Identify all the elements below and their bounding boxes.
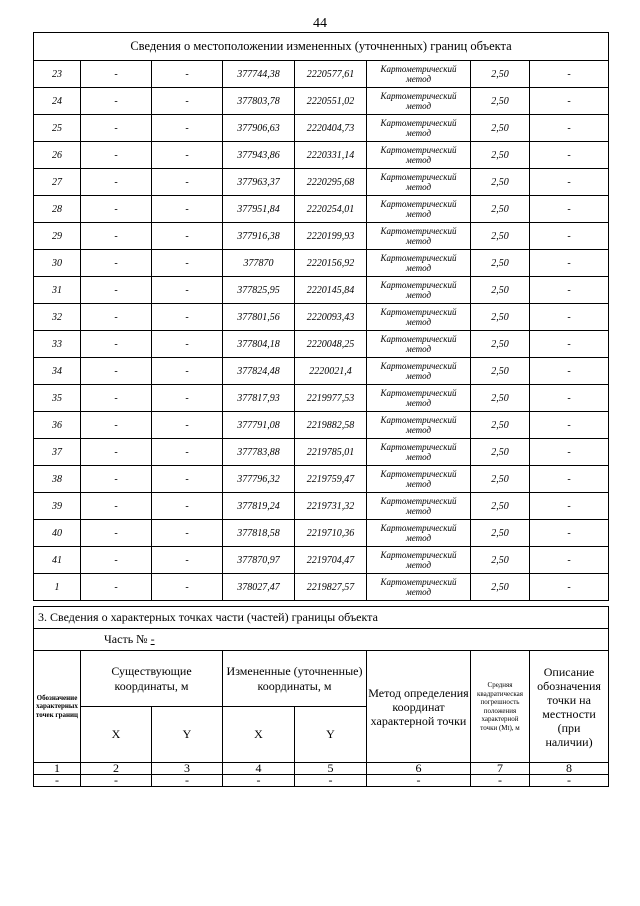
cell-existing-y: - xyxy=(152,169,223,196)
cell-existing-x: - xyxy=(81,358,152,385)
table-row xyxy=(34,493,609,520)
cell-changed-y: 2219827,57 xyxy=(295,574,367,601)
boundary-points-table xyxy=(33,32,609,601)
cell-description: - xyxy=(530,547,609,574)
cell-existing-x: - xyxy=(81,466,152,493)
cell-changed-x: 377943,86 xyxy=(223,142,295,169)
table-row xyxy=(34,574,609,601)
cell-method: Картометрический метод xyxy=(367,223,471,250)
cell-existing-x: - xyxy=(81,304,152,331)
cell-point-number: 26 xyxy=(34,142,81,169)
table-row xyxy=(34,520,609,547)
cell-changed-x: 377801,56 xyxy=(223,304,295,331)
cell-method: Картометрический метод xyxy=(367,412,471,439)
cell-method: Картометрический метод xyxy=(367,115,471,142)
cell-changed-x: 377916,38 xyxy=(223,223,295,250)
cell-method: Картометрический метод xyxy=(367,466,471,493)
section-title: Сведения о местоположении измененных (уточненных) границ объекта xyxy=(34,33,609,61)
cell-point-number: 37 xyxy=(34,439,81,466)
cell-changed-y: 2220093,43 xyxy=(295,304,367,331)
cell-existing-y: - xyxy=(152,142,223,169)
cell-description: - xyxy=(530,493,609,520)
cell-existing-x: - xyxy=(81,142,152,169)
cell-point-number: 28 xyxy=(34,196,81,223)
part-value: - xyxy=(150,632,155,646)
table-row xyxy=(34,466,609,493)
cell-existing-x: - xyxy=(81,61,152,88)
page-number: 44 xyxy=(313,16,327,31)
cell-mean-error: 2,50 xyxy=(471,169,530,196)
cell-point-number: 24 xyxy=(34,88,81,115)
cell-changed-y: 2219882,58 xyxy=(295,412,367,439)
column-number: 2 xyxy=(81,763,152,775)
table-row xyxy=(34,169,609,196)
cell-existing-y: - xyxy=(152,304,223,331)
cell-existing-y: - xyxy=(152,520,223,547)
cell-changed-x: 377796,32 xyxy=(223,466,295,493)
cell-existing-y: - xyxy=(152,331,223,358)
cell-method: Картометрический метод xyxy=(367,304,471,331)
cell-changed-y: 2220331,14 xyxy=(295,142,367,169)
header-changed-coords: Измененные (уточненные) координаты, м xyxy=(223,651,367,707)
cell-mean-error: 2,50 xyxy=(471,88,530,115)
cell-mean-error: 2,50 xyxy=(471,547,530,574)
cell-description: - xyxy=(530,574,609,601)
column-number: 1 xyxy=(34,763,81,775)
cell-changed-x: 377951,84 xyxy=(223,196,295,223)
part-points-table xyxy=(33,606,609,787)
cell-existing-x: - xyxy=(81,277,152,304)
cell-changed-y: 2219731,32 xyxy=(295,493,367,520)
cell-changed-x: 377825,95 xyxy=(223,277,295,304)
empty-cell: - xyxy=(152,775,223,787)
cell-existing-y: - xyxy=(152,466,223,493)
cell-existing-x: - xyxy=(81,520,152,547)
cell-method: Картометрический метод xyxy=(367,61,471,88)
cell-description: - xyxy=(530,142,609,169)
header-existing-x: X xyxy=(81,707,152,763)
column-number: 7 xyxy=(471,763,530,775)
cell-changed-y: 2219710,36 xyxy=(295,520,367,547)
cell-existing-y: - xyxy=(152,115,223,142)
cell-point-number: 23 xyxy=(34,61,81,88)
cell-changed-x: 377791,08 xyxy=(223,412,295,439)
table-row xyxy=(34,304,609,331)
header-point-designation: Обозначение характерных точек границ xyxy=(34,651,81,763)
cell-changed-x: 378027,47 xyxy=(223,574,295,601)
cell-description: - xyxy=(530,61,609,88)
cell-point-number: 29 xyxy=(34,223,81,250)
cell-mean-error: 2,50 xyxy=(471,250,530,277)
cell-method: Картометрический метод xyxy=(367,169,471,196)
cell-changed-x: 377819,24 xyxy=(223,493,295,520)
cell-changed-x: 377906,63 xyxy=(223,115,295,142)
cell-method: Картометрический метод xyxy=(367,547,471,574)
column-numbers-row xyxy=(34,763,609,775)
empty-cell: - xyxy=(81,775,152,787)
cell-point-number: 34 xyxy=(34,358,81,385)
cell-point-number: 39 xyxy=(34,493,81,520)
cell-method: Картометрический метод xyxy=(367,88,471,115)
cell-description: - xyxy=(530,88,609,115)
empty-cell: - xyxy=(223,775,295,787)
cell-existing-x: - xyxy=(81,196,152,223)
column-number: 6 xyxy=(367,763,471,775)
cell-mean-error: 2,50 xyxy=(471,493,530,520)
empty-cell: - xyxy=(295,775,367,787)
header-existing-y: Y xyxy=(152,707,223,763)
cell-point-number: 25 xyxy=(34,115,81,142)
cell-mean-error: 2,50 xyxy=(471,520,530,547)
cell-mean-error: 2,50 xyxy=(471,196,530,223)
cell-changed-y: 2220254,01 xyxy=(295,196,367,223)
cell-method: Картометрический метод xyxy=(367,385,471,412)
table-row xyxy=(34,88,609,115)
table-row xyxy=(34,196,609,223)
cell-mean-error: 2,50 xyxy=(471,331,530,358)
empty-cell: - xyxy=(34,775,81,787)
cell-existing-y: - xyxy=(152,223,223,250)
column-number: 5 xyxy=(295,763,367,775)
column-number: 4 xyxy=(223,763,295,775)
table-row xyxy=(34,61,609,88)
cell-existing-x: - xyxy=(81,547,152,574)
cell-changed-x: 377804,18 xyxy=(223,331,295,358)
empty-cell: - xyxy=(471,775,530,787)
cell-mean-error: 2,50 xyxy=(471,142,530,169)
part-number-line xyxy=(34,629,609,651)
cell-changed-y: 2220577,61 xyxy=(295,61,367,88)
table-row xyxy=(34,412,609,439)
cell-point-number: 38 xyxy=(34,466,81,493)
header-changed-y: Y xyxy=(295,707,367,763)
cell-existing-x: - xyxy=(81,115,152,142)
cell-mean-error: 2,50 xyxy=(471,412,530,439)
cell-existing-x: - xyxy=(81,223,152,250)
cell-mean-error: 2,50 xyxy=(471,61,530,88)
cell-description: - xyxy=(530,331,609,358)
cell-changed-y: 2220021,4 xyxy=(295,358,367,385)
cell-changed-y: 2220156,92 xyxy=(295,250,367,277)
table-row xyxy=(34,331,609,358)
cell-changed-y: 2220199,93 xyxy=(295,223,367,250)
cell-changed-x: 377818,58 xyxy=(223,520,295,547)
table-row xyxy=(34,250,609,277)
cell-method: Картометрический метод xyxy=(367,493,471,520)
cell-changed-x: 377817,93 xyxy=(223,385,295,412)
cell-changed-y: 2220295,68 xyxy=(295,169,367,196)
table-row xyxy=(34,142,609,169)
cell-existing-x: - xyxy=(81,385,152,412)
cell-mean-error: 2,50 xyxy=(471,304,530,331)
cell-method: Картометрический метод xyxy=(367,358,471,385)
cell-mean-error: 2,50 xyxy=(471,385,530,412)
cell-changed-y: 2220048,25 xyxy=(295,331,367,358)
cell-existing-y: - xyxy=(152,547,223,574)
cell-point-number: 33 xyxy=(34,331,81,358)
cell-description: - xyxy=(530,385,609,412)
cell-existing-y: - xyxy=(152,493,223,520)
cell-method: Картометрический метод xyxy=(367,277,471,304)
cell-description: - xyxy=(530,196,609,223)
cell-description: - xyxy=(530,304,609,331)
cell-point-number: 40 xyxy=(34,520,81,547)
column-number: 8 xyxy=(530,763,609,775)
cell-method: Картометрический метод xyxy=(367,196,471,223)
table-row xyxy=(34,115,609,142)
cell-changed-x: 377803,78 xyxy=(223,88,295,115)
cell-description: - xyxy=(530,466,609,493)
cell-existing-x: - xyxy=(81,439,152,466)
cell-method: Картометрический метод xyxy=(367,250,471,277)
cell-method: Картометрический метод xyxy=(367,142,471,169)
cell-changed-x: 377870 xyxy=(223,250,295,277)
cell-changed-x: 377963,37 xyxy=(223,169,295,196)
cell-existing-y: - xyxy=(152,196,223,223)
cell-existing-x: - xyxy=(81,574,152,601)
cell-description: - xyxy=(530,115,609,142)
cell-description: - xyxy=(530,277,609,304)
cell-existing-x: - xyxy=(81,412,152,439)
cell-point-number: 35 xyxy=(34,385,81,412)
cell-mean-error: 2,50 xyxy=(471,574,530,601)
table-row xyxy=(34,358,609,385)
empty-data-row xyxy=(34,775,609,787)
part-label: Часть № xyxy=(104,632,148,646)
cell-description: - xyxy=(530,250,609,277)
cell-mean-error: 2,50 xyxy=(471,466,530,493)
cell-existing-x: - xyxy=(81,250,152,277)
cell-existing-y: - xyxy=(152,88,223,115)
cell-existing-y: - xyxy=(152,277,223,304)
cell-changed-y: 2219704,47 xyxy=(295,547,367,574)
cell-existing-y: - xyxy=(152,250,223,277)
cell-point-number: 1 xyxy=(34,574,81,601)
cell-mean-error: 2,50 xyxy=(471,223,530,250)
cell-changed-y: 2220551,02 xyxy=(295,88,367,115)
table-row xyxy=(34,223,609,250)
cell-mean-error: 2,50 xyxy=(471,358,530,385)
cell-changed-y: 2219977,53 xyxy=(295,385,367,412)
cell-mean-error: 2,50 xyxy=(471,439,530,466)
cell-method: Картометрический метод xyxy=(367,331,471,358)
cell-existing-y: - xyxy=(152,574,223,601)
cell-method: Картометрический метод xyxy=(367,574,471,601)
cell-mean-error: 2,50 xyxy=(471,115,530,142)
header-existing-coords: Существующие координаты, м xyxy=(81,651,223,707)
cell-description: - xyxy=(530,223,609,250)
empty-cell: - xyxy=(530,775,609,787)
cell-description: - xyxy=(530,169,609,196)
cell-changed-y: 2220404,73 xyxy=(295,115,367,142)
cell-changed-x: 377870,97 xyxy=(223,547,295,574)
empty-cell: - xyxy=(367,775,471,787)
cell-existing-y: - xyxy=(152,439,223,466)
cell-point-number: 31 xyxy=(34,277,81,304)
cell-changed-x: 377783,88 xyxy=(223,439,295,466)
table-row xyxy=(34,439,609,466)
section3-title: 3. Сведения о характерных точках части (частей) границы объекта xyxy=(34,607,609,629)
cell-existing-y: - xyxy=(152,61,223,88)
cell-point-number: 32 xyxy=(34,304,81,331)
table-row xyxy=(34,277,609,304)
cell-method: Картометрический метод xyxy=(367,439,471,466)
cell-changed-x: 377744,38 xyxy=(223,61,295,88)
cell-changed-y: 2219759,47 xyxy=(295,466,367,493)
header-description: Описание обозначения точки на местности (при наличии) xyxy=(530,651,609,763)
cell-point-number: 41 xyxy=(34,547,81,574)
cell-point-number: 27 xyxy=(34,169,81,196)
cell-existing-y: - xyxy=(152,412,223,439)
table-row xyxy=(34,547,609,574)
cell-existing-x: - xyxy=(81,169,152,196)
header-mean-error: Средняя квадратическая погрешность положения характерной точки (Мt), м xyxy=(471,651,530,763)
cell-description: - xyxy=(530,358,609,385)
cell-changed-y: 2219785,01 xyxy=(295,439,367,466)
column-number: 3 xyxy=(152,763,223,775)
cell-existing-x: - xyxy=(81,88,152,115)
cell-method: Картометрический метод xyxy=(367,520,471,547)
cell-existing-y: - xyxy=(152,385,223,412)
cell-existing-x: - xyxy=(81,493,152,520)
header-changed-x: X xyxy=(223,707,295,763)
cell-description: - xyxy=(530,520,609,547)
header-method: Метод определения координат характерной точки xyxy=(367,651,471,763)
cell-existing-y: - xyxy=(152,358,223,385)
cell-changed-y: 2220145,84 xyxy=(295,277,367,304)
cell-point-number: 30 xyxy=(34,250,81,277)
cell-changed-x: 377824,48 xyxy=(223,358,295,385)
cell-point-number: 36 xyxy=(34,412,81,439)
table-row xyxy=(34,385,609,412)
cell-description: - xyxy=(530,439,609,466)
cell-mean-error: 2,50 xyxy=(471,277,530,304)
cell-existing-x: - xyxy=(81,331,152,358)
cell-description: - xyxy=(530,412,609,439)
